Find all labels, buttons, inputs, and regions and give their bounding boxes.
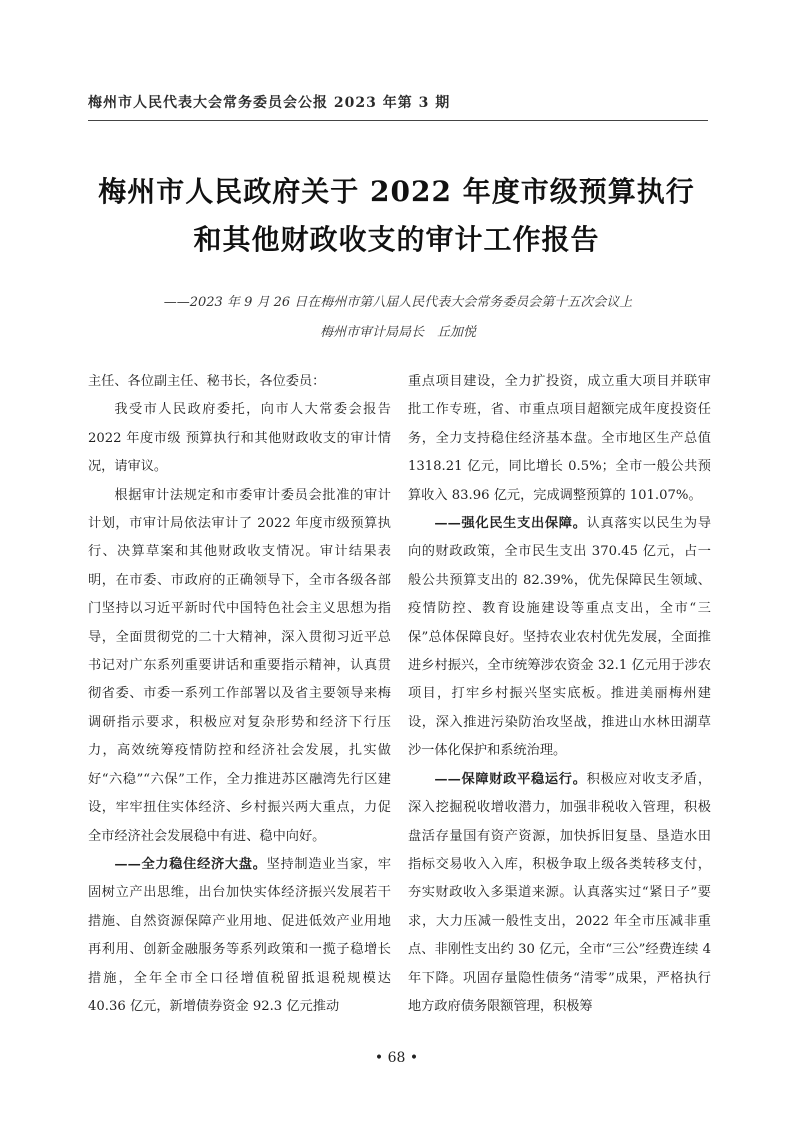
left-column: [88, 368, 391, 1021]
right-column: [408, 368, 711, 1021]
paragraph-text: 坚持制造业当家，牢固树立产出思维，出台加快实体经济振兴发展若干措施、自然资源保障产业用地、促进低效产业用地再利用、创新金融服务等系列政策和一揽子稳增长措施，全年全市全口径增值税留抵退税规模达 40.36 亿元，新增债券资金 92.3 亿元推动: [88, 856, 392, 1014]
meeting-info: ——2023 年 9 月 26 日在梅州市第八届人民代表大会常务委员会第十五次会议上: [163, 295, 633, 310]
section-heading: ——强化民生支出保障。: [434, 516, 587, 532]
title-line-1: 梅州市人民政府关于 2022 年度市级预算执行: [98, 175, 695, 208]
report-title: [60, 168, 733, 264]
bulletin-header: 梅州市人民代表大会常务委员会公报 2023 年第 3 期: [88, 95, 451, 111]
paragraph-text: 认真落实以民生为导向的财政政策，全市民生支出 370.45 亿元，占一般公共预算支出的 82.39%，优先保障民生领域、疫情防控、教育设施建设等重点支出，全市“三保”总体保障良好。坚持农业农村优先发展，全面推进乡村振兴，全市统筹涉农资金 32.1 亿元用于涉农项目，打牢乡村振兴坚实底板。推进美丽梅州建设，深入推进污染防治攻坚战，推进山水林田湖草沙一体化保护和系统治理。: [408, 516, 712, 759]
paragraph-text: 积极应对收支矛盾，深入挖掘税收增收潜力，加强非税收入管理，积极盘活存量国有资产资源，加快拆旧复垦、垦造水田指标交易收入入库，积极争取上级各类转移支付，夯实财政收入多渠道来源。认真落实过“紧日子”要求，大力压减一般性支出，2022 年全市压减非重点、非刚性支出约 30 亿元，全市“三公”经费连续 4 年下降。巩固存量隐性债务“清零”成果，严格执行地方政府债务限额管理，积极筹: [408, 771, 712, 1014]
report-subtitle: [88, 288, 708, 348]
page-number: • 68 •: [374, 1050, 419, 1066]
paragraph: 重点项目建设，全力扩投资，成立重大项目并联审批工作专班，省、市重点项目超额完成年度投资任务，全力支持稳住经济基本盘。全市地区生产总值 1318.21 亿元，同比增长 0.5%；全市一般公共预算收入 83.96 亿元，完成调整预算的 101.07%。: [408, 374, 711, 503]
paragraph: 根据审计法规定和市委审计委员会批准的审计计划，市审计局依法审计了 2022 年度市级预算执行、决算草案和其他财政收支情况。审计结果表明，在市委、市政府的正确领导下，全市各级各部门坚持以习近平新时代中国特色社会主义思想为指导，全面贯彻党的二十大精神，深入贯彻习近平总书记对广东系列重要讲话和重要指示精神，认真贯彻省委、市委一系列工作部署以及省主要领导来梅调研指示要求，积极应对复杂形势和经济下行压力，高效统筹疫情防控和经济社会发展，扎实做好“六稳”“六保”工作，全力推进苏区融湾先行区建设，牢牢扭住实体经济、乡村振兴两大重点，力促全市经济社会发展稳中有进、稳中向好。: [88, 487, 391, 844]
reporter-info: 梅州市审计局局长 丘加悦: [319, 325, 476, 340]
salutation: 主任、各位副主任、秘书长，各位委员：: [88, 374, 326, 389]
paragraph: [88, 851, 391, 1021]
title-line-2: 和其他财政收支的审计工作报告: [193, 223, 600, 256]
section-heading: ——全力稳住经济大盘。: [114, 856, 267, 872]
paragraph: 我受市人民政府委托，向市人大常委会报告 2022 年度市级 预算执行和其他财政收支的审计情况，请审议。: [88, 402, 391, 475]
paragraph: [408, 510, 711, 766]
paragraph: [408, 766, 711, 1022]
header-divider: [88, 120, 708, 121]
section-heading: ——保障财政平稳运行。: [434, 771, 587, 787]
